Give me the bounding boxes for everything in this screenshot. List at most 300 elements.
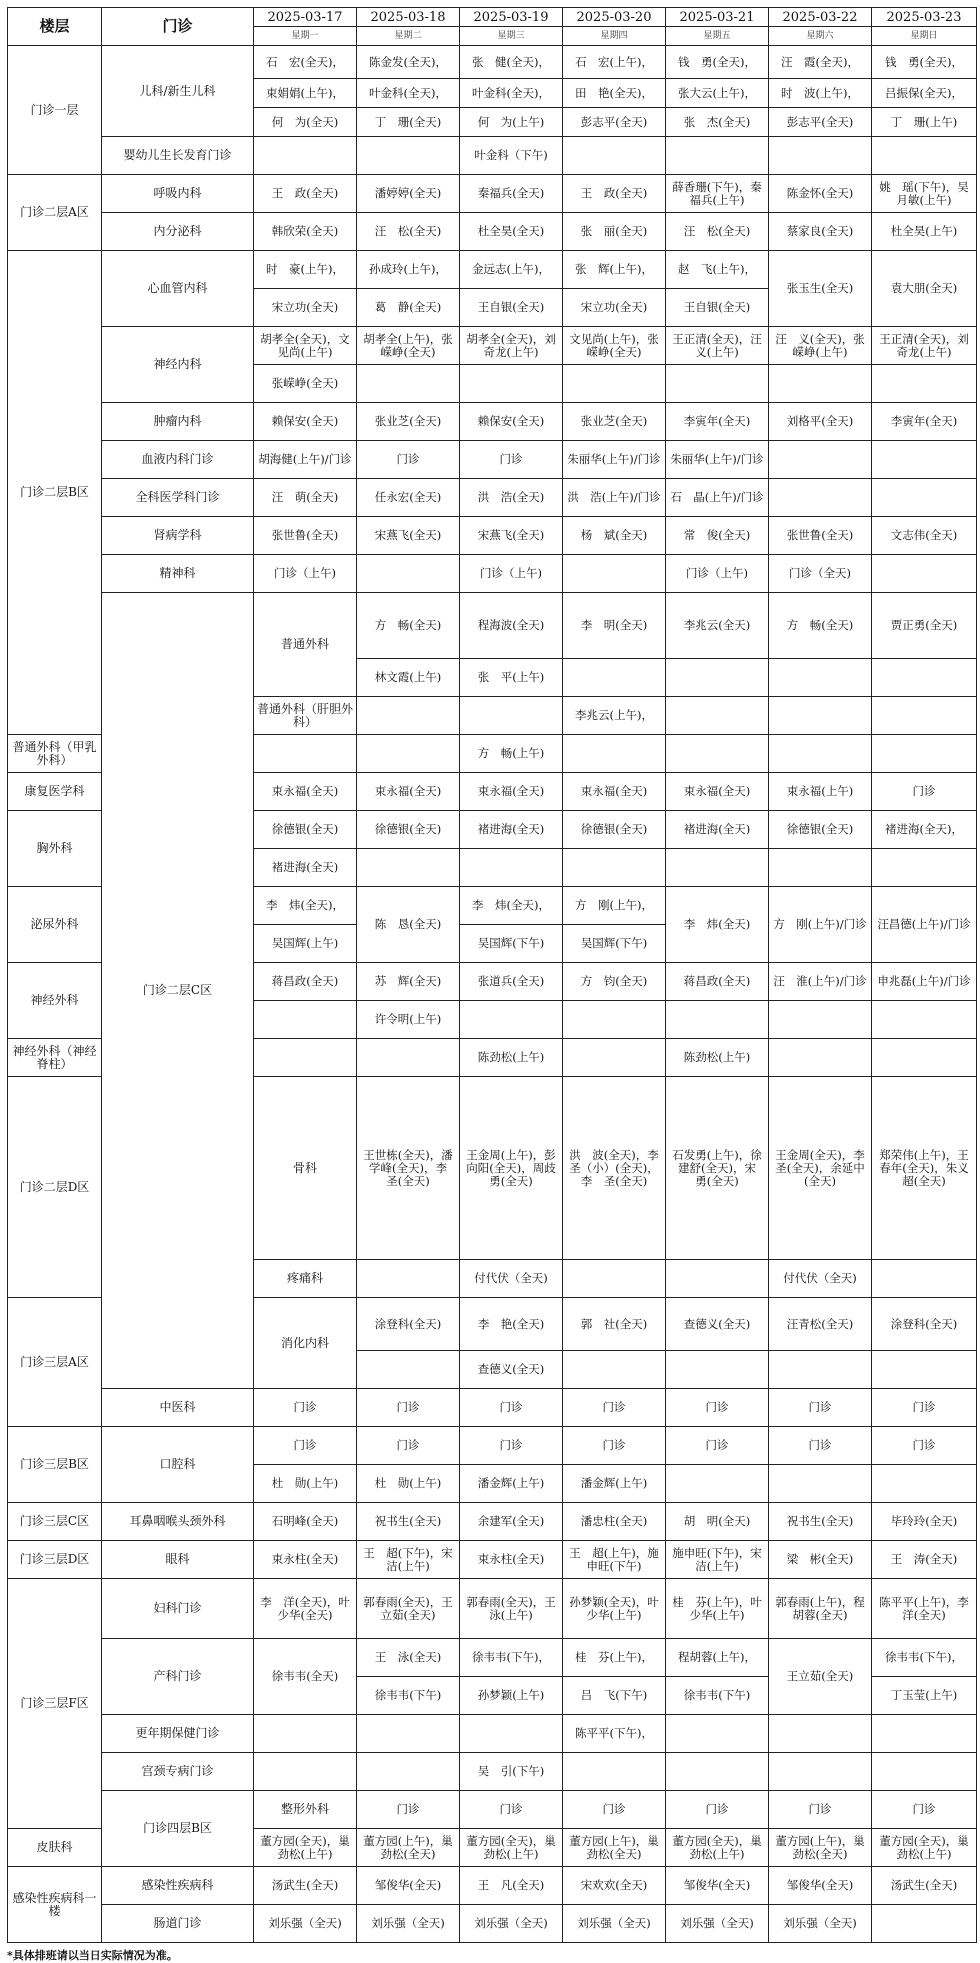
schedule-cell: 丁 珊(上午) xyxy=(872,108,977,137)
schedule-cell: 董方园(上午)，巢劲松(全天) xyxy=(563,1829,666,1867)
department-cell: 泌尿外科 xyxy=(8,887,102,963)
schedule-cell xyxy=(769,137,872,175)
schedule-row xyxy=(8,1753,977,1791)
schedule-row xyxy=(8,251,977,289)
schedule-cell: 门诊 xyxy=(460,441,563,479)
schedule-cell: 孙成玲(上午)， xyxy=(357,251,460,289)
department-cell: 整形外科 xyxy=(254,1791,357,1829)
schedule-cell: 朱丽华(上午)/门诊 xyxy=(563,441,666,479)
schedule-cell: 宋欢欢(全天) xyxy=(563,1867,666,1905)
floor-header: 楼层 xyxy=(8,8,102,46)
schedule-cell xyxy=(666,1001,769,1039)
department-cell: 肾病学科 xyxy=(102,517,254,555)
schedule-cell: 潘婷婷(全天) xyxy=(357,175,460,213)
department-cell: 胸外科 xyxy=(8,811,102,887)
department-cell: 骨科 xyxy=(254,1077,357,1260)
schedule-cell: 徐德银(全天) xyxy=(769,811,872,849)
floor-cell: 门诊一层 xyxy=(8,46,102,175)
schedule-cell: 李 洋(全天)，叶少华(全天) xyxy=(254,1579,357,1639)
schedule-cell xyxy=(357,735,460,773)
schedule-cell xyxy=(563,735,666,773)
schedule-cell xyxy=(872,365,977,403)
schedule-cell: 王自银(全天) xyxy=(460,289,563,327)
schedule-row xyxy=(8,137,977,175)
schedule-cell: 徐德银(全天) xyxy=(357,811,460,849)
schedule-cell: 门诊（全天) xyxy=(769,555,872,593)
schedule-cell: 汪 松(全天) xyxy=(357,213,460,251)
department-cell: 婴幼儿生长发育门诊 xyxy=(102,137,254,175)
schedule-cell: 钱 勇(全天)， xyxy=(666,46,769,79)
schedule-cell: 张大云(上午)， xyxy=(666,79,769,108)
schedule-row xyxy=(8,1715,977,1753)
schedule-cell xyxy=(460,697,563,735)
department-cell: 感染性疾病科 xyxy=(102,1867,254,1905)
schedule-cell: 钱 勇(全天)， xyxy=(872,46,977,79)
schedule-cell xyxy=(666,659,769,697)
schedule-cell: 汪 霞(全天)， xyxy=(769,46,872,79)
schedule-cell xyxy=(254,1039,357,1077)
schedule-cell: 门诊 xyxy=(254,1427,357,1465)
schedule-row xyxy=(8,1427,977,1465)
schedule-cell: 林文霞(上午) xyxy=(357,659,460,697)
schedule-cell: 叶金科(全天)， xyxy=(357,79,460,108)
schedule-cell: 董方园(上午)，巢劲松(全天) xyxy=(769,1829,872,1867)
schedule-cell: 徐韦韦(下午)， xyxy=(872,1639,977,1677)
department-cell: 产科门诊 xyxy=(102,1639,254,1715)
schedule-cell xyxy=(872,1905,977,1943)
schedule-cell: 孙梦颖(上午) xyxy=(460,1677,563,1715)
schedule-cell: 汪 义(全天)，张嵘峥(上午) xyxy=(769,327,872,365)
schedule-cell: 董方园(全天)，巢劲松(上午) xyxy=(254,1829,357,1867)
schedule-cell: 陈劲松(上午) xyxy=(666,1039,769,1077)
schedule-cell: 方 畅(全天) xyxy=(769,593,872,659)
schedule-cell: 申兆磊(上午)/门诊 xyxy=(872,963,977,1001)
schedule-cell: 束永福(全天) xyxy=(666,773,769,811)
schedule-cell: 宋燕飞(全天) xyxy=(460,517,563,555)
schedule-cell: 毕玲玲(全天) xyxy=(872,1503,977,1541)
schedule-cell xyxy=(769,697,872,735)
schedule-cell: 石 宏(全天)， xyxy=(254,46,357,79)
schedule-cell xyxy=(357,555,460,593)
schedule-cell: 张 丽(全天) xyxy=(563,213,666,251)
floor-cell: 门诊三层F区 xyxy=(8,1579,102,1829)
clinic-header: 门诊 xyxy=(102,8,254,46)
schedule-cell: 吕 飞(下午) xyxy=(563,1677,666,1715)
header-row-dates xyxy=(8,8,977,27)
schedule-cell: 秦福兵(全天) xyxy=(460,175,563,213)
schedule-cell: 洪 波(全天)，李圣（小）(全天)，李 圣(全天) xyxy=(563,1077,666,1260)
schedule-cell: 束永柱(全天) xyxy=(254,1541,357,1579)
schedule-cell: 姚 瑶(下午)，吴月敏(上午) xyxy=(872,175,977,213)
schedule-cell: 束永福(上午) xyxy=(769,773,872,811)
schedule-cell: 陈 恳(全天) xyxy=(357,887,460,963)
schedule-row xyxy=(8,1503,977,1541)
schedule-cell: 王 泳(全天) xyxy=(357,1639,460,1677)
schedule-cell: 门诊 xyxy=(872,1791,977,1829)
schedule-cell xyxy=(563,1039,666,1077)
schedule-cell: 文志伟(全天) xyxy=(872,517,977,555)
schedule-cell: 张 辉(上午)， xyxy=(563,251,666,289)
schedule-cell: 桂 芬(上午)，叶少华(上午) xyxy=(666,1579,769,1639)
schedule-body xyxy=(8,46,980,1943)
schedule-cell: 王金周(上午)，彭向阳(全天)，周歧勇(全天) xyxy=(460,1077,563,1260)
schedule-cell: 赖保安(全天) xyxy=(254,403,357,441)
schedule-cell: 门诊（上午) xyxy=(460,555,563,593)
schedule-cell xyxy=(254,1001,357,1039)
schedule-cell: 时 豪(上午)， xyxy=(254,251,357,289)
schedule-cell xyxy=(872,697,977,735)
schedule-cell: 徐韦韦(全天) xyxy=(254,1639,357,1715)
schedule-cell: 蒋昌政(全天) xyxy=(666,963,769,1001)
schedule-cell: 韩欣荣(全天) xyxy=(254,213,357,251)
schedule-cell xyxy=(769,659,872,697)
schedule-cell: 邹俊华(全天) xyxy=(357,1867,460,1905)
floor-cell: 门诊四层B区 xyxy=(102,1791,254,1867)
schedule-cell: 赵 飞(上午)， xyxy=(666,251,769,289)
department-cell: 口腔科 xyxy=(102,1427,254,1503)
schedule-cell: 时 波(上午)， xyxy=(769,79,872,108)
schedule-cell: 孙梦颖(全天)，叶少华(上午) xyxy=(563,1579,666,1639)
schedule-cell xyxy=(357,365,460,403)
date-header: 2025-03-21 xyxy=(666,8,769,27)
department-cell: 神经外科（神经脊柱） xyxy=(8,1039,102,1077)
schedule-cell: 门诊 xyxy=(563,1791,666,1829)
schedule-cell: 杨 斌(全天) xyxy=(563,517,666,555)
schedule-cell xyxy=(357,137,460,175)
schedule-cell: 张世鲁(全天) xyxy=(769,517,872,555)
schedule-table xyxy=(7,7,980,1943)
schedule-cell: 查德义(全天) xyxy=(460,1351,563,1389)
schedule-cell xyxy=(357,1753,460,1791)
floor-cell: 门诊三层A区 xyxy=(8,1298,102,1427)
schedule-cell: 刘乐强（全天) xyxy=(254,1905,357,1943)
schedule-cell: 吕振保(全天)， xyxy=(872,79,977,108)
department-cell: 宫颈专病门诊 xyxy=(102,1753,254,1791)
schedule-cell xyxy=(666,697,769,735)
schedule-cell: 胡孝全(全天)，刘奇龙(上午) xyxy=(460,327,563,365)
schedule-cell: 褚进海(全天)， xyxy=(872,811,977,849)
schedule-cell: 方 刚(上午)， xyxy=(563,887,666,925)
schedule-cell xyxy=(769,479,872,517)
schedule-cell: 宋立功(全天) xyxy=(563,289,666,327)
date-header: 2025-03-23 xyxy=(872,8,977,27)
schedule-row xyxy=(8,593,977,659)
schedule-cell xyxy=(872,441,977,479)
schedule-cell xyxy=(872,137,977,175)
schedule-cell: 王 凡(全天) xyxy=(460,1867,563,1905)
schedule-cell: 朱丽华(上午)/门诊 xyxy=(666,441,769,479)
department-cell: 普通外科（甲乳外科） xyxy=(8,735,102,773)
schedule-cell: 胡海健(上午)/门诊 xyxy=(254,441,357,479)
schedule-cell xyxy=(666,1753,769,1791)
schedule-cell xyxy=(769,1351,872,1389)
schedule-cell: 束永福(全天) xyxy=(563,773,666,811)
department-cell: 肿瘤内科 xyxy=(102,403,254,441)
schedule-cell: 苏 辉(全天) xyxy=(357,963,460,1001)
schedule-cell: 李兆云(全天) xyxy=(666,593,769,659)
date-header: 2025-03-22 xyxy=(769,8,872,27)
schedule-cell: 汤武生(全天) xyxy=(254,1867,357,1905)
schedule-cell: 张业芝(全天) xyxy=(357,403,460,441)
floor-cell: 感染性疾病科一楼 xyxy=(8,1867,102,1943)
schedule-cell: 杜全昊(上午) xyxy=(872,213,977,251)
department-cell: 神经内科 xyxy=(102,327,254,403)
weekday-header: 星期二 xyxy=(357,27,460,46)
schedule-cell: 李 炜(全天)， xyxy=(254,887,357,925)
schedule-cell: 徐韦韦(下午) xyxy=(357,1677,460,1715)
schedule-cell: 束娟娟(上午)， xyxy=(254,79,357,108)
schedule-cell xyxy=(872,555,977,593)
floor-cell: 门诊三层D区 xyxy=(8,1541,102,1579)
schedule-cell xyxy=(563,1351,666,1389)
schedule-cell xyxy=(357,1260,460,1298)
schedule-cell: 褚进海(全天) xyxy=(254,849,357,887)
schedule-cell: 汪 萌(全天) xyxy=(254,479,357,517)
schedule-cell: 洪 浩(上午)/门诊 xyxy=(563,479,666,517)
department-cell: 消化内科 xyxy=(254,1298,357,1389)
schedule-cell: 任永宏(全天) xyxy=(357,479,460,517)
floor-cell: 门诊二层C区 xyxy=(102,593,254,1389)
schedule-row xyxy=(8,1639,977,1677)
schedule-cell: 门诊 xyxy=(666,1389,769,1427)
department-cell: 康复医学科 xyxy=(8,773,102,811)
schedule-cell xyxy=(769,1715,872,1753)
floor-cell: 门诊三层B区 xyxy=(8,1427,102,1503)
date-header: 2025-03-20 xyxy=(563,8,666,27)
schedule-cell xyxy=(357,1715,460,1753)
schedule-cell: 洪 浩(全天) xyxy=(460,479,563,517)
schedule-cell xyxy=(769,1039,872,1077)
schedule-cell: 郭春雨(全天)，王 泳(上午) xyxy=(460,1579,563,1639)
schedule-row xyxy=(8,479,977,517)
schedule-cell: 蒋昌政(全天) xyxy=(254,963,357,1001)
schedule-cell: 李 艳(全天) xyxy=(460,1298,563,1351)
schedule-row xyxy=(8,175,977,213)
schedule-cell xyxy=(666,1715,769,1753)
schedule-cell xyxy=(563,1001,666,1039)
schedule-row xyxy=(8,46,977,79)
schedule-cell: 门诊 xyxy=(666,1791,769,1829)
schedule-cell: 丁 珊(全天) xyxy=(357,108,460,137)
schedule-cell: 王自银(全天) xyxy=(666,289,769,327)
schedule-cell: 蔡家良(全天) xyxy=(769,213,872,251)
schedule-cell: 郭春雨(全天)，王立茹(全天) xyxy=(357,1579,460,1639)
schedule-cell: 陈金发(全天)， xyxy=(357,46,460,79)
schedule-cell: 潘金辉(上午) xyxy=(563,1465,666,1503)
schedule-cell: 付代伏（全天) xyxy=(460,1260,563,1298)
schedule-cell: 门诊 xyxy=(357,441,460,479)
schedule-cell: 胡孝全(全天)，文见尚(上午) xyxy=(254,327,357,365)
schedule-cell: 宋燕飞(全天) xyxy=(357,517,460,555)
schedule-cell: 吴国辉(下午) xyxy=(563,925,666,963)
schedule-cell: 丁玉莹(上午) xyxy=(872,1677,977,1715)
schedule-cell: 杜 勋(上午) xyxy=(357,1465,460,1503)
schedule-cell: 董方园(全天)，巢劲松(上午) xyxy=(872,1829,977,1867)
department-cell: 血液内科门诊 xyxy=(102,441,254,479)
schedule-cell xyxy=(357,849,460,887)
schedule-cell: 陈金怀(全天) xyxy=(769,175,872,213)
schedule-cell: 张世鲁(全天) xyxy=(254,517,357,555)
schedule-cell: 门诊（上午) xyxy=(254,555,357,593)
schedule-cell: 汤武生(全天) xyxy=(872,1867,977,1905)
date-header: 2025-03-17 xyxy=(254,8,357,27)
schedule-cell: 郭 社(全天) xyxy=(563,1298,666,1351)
schedule-cell: 门诊 xyxy=(563,1389,666,1427)
schedule-cell: 梁 彬(全天) xyxy=(769,1541,872,1579)
schedule-cell: 郭春雨(上午)，程胡蓉(全天) xyxy=(769,1579,872,1639)
schedule-cell: 王 超(下午)，宋 洁(上午) xyxy=(357,1541,460,1579)
footnote: *具体排班请以当日实际情况为准。 xyxy=(7,1949,178,1962)
schedule-cell: 门诊 xyxy=(357,1389,460,1427)
schedule-cell xyxy=(357,697,460,735)
schedule-cell xyxy=(563,137,666,175)
schedule-cell: 李兆云(上午)， xyxy=(563,697,666,735)
schedule-cell: 陈劲松(上午) xyxy=(460,1039,563,1077)
schedule-cell: 李 明(全天) xyxy=(563,593,666,659)
schedule-cell: 张玉生(全天) xyxy=(769,251,872,327)
department-cell: 更年期保健门诊 xyxy=(102,1715,254,1753)
schedule-cell: 张嵘峥(全天) xyxy=(254,365,357,403)
schedule-cell: 李 炜(全天) xyxy=(666,887,769,963)
schedule-cell xyxy=(769,365,872,403)
schedule-cell: 门诊 xyxy=(769,1427,872,1465)
schedule-cell: 王世栋(全天)，潘学峰(全天)，李 圣(全天) xyxy=(357,1077,460,1260)
department-cell: 普通外科（肝胆外科） xyxy=(254,697,357,735)
schedule-cell: 陈平平(上午)，李 洋(全天) xyxy=(872,1579,977,1639)
schedule-cell: 汪 松(全天) xyxy=(666,213,769,251)
schedule-cell: 门诊 xyxy=(563,1427,666,1465)
date-header: 2025-03-18 xyxy=(357,8,460,27)
schedule-cell: 潘金辉(上午) xyxy=(460,1465,563,1503)
schedule-cell xyxy=(872,1715,977,1753)
schedule-cell: 郑荣伟(上午)，王春年(全天)，朱义超(全天) xyxy=(872,1077,977,1260)
schedule-cell: 方 钧(全天) xyxy=(563,963,666,1001)
schedule-cell: 门诊 xyxy=(769,1791,872,1829)
schedule-cell: 王 政(全天) xyxy=(254,175,357,213)
schedule-cell: 吴 引(下午) xyxy=(460,1753,563,1791)
schedule-cell xyxy=(357,1351,460,1389)
schedule-cell: 李寅年(全天) xyxy=(872,403,977,441)
department-cell: 儿科/新生儿科 xyxy=(102,46,254,137)
schedule-cell: 许令明(上午) xyxy=(357,1001,460,1039)
schedule-cell xyxy=(872,735,977,773)
department-cell: 呼吸内科 xyxy=(102,175,254,213)
schedule-cell: 方 畅(全天) xyxy=(357,593,460,659)
schedule-cell: 赖保安(全天) xyxy=(460,403,563,441)
schedule-cell: 褚进海(全天) xyxy=(666,811,769,849)
schedule-cell: 方 畅(上午) xyxy=(460,735,563,773)
schedule-cell: 刘乐强（全天) xyxy=(357,1905,460,1943)
schedule-cell: 门诊 xyxy=(460,1389,563,1427)
schedule-cell: 薛香珊(下午)，秦福兵(上午) xyxy=(666,175,769,213)
schedule-cell: 束永福(全天) xyxy=(460,773,563,811)
schedule-cell: 彭志平(全天) xyxy=(563,108,666,137)
schedule-cell: 王正清(全天)，刘奇龙(上午) xyxy=(872,327,977,365)
schedule-cell xyxy=(666,849,769,887)
schedule-cell: 刘乐强（全天) xyxy=(460,1905,563,1943)
schedule-cell: 文见尚(上午)，张嵘峥(全天) xyxy=(563,327,666,365)
schedule-row xyxy=(8,1867,977,1905)
schedule-cell xyxy=(769,1001,872,1039)
department-cell: 皮肤科 xyxy=(8,1829,102,1867)
department-cell: 中医科 xyxy=(102,1389,254,1427)
schedule-cell: 刘乐强（全天) xyxy=(769,1905,872,1943)
schedule-cell xyxy=(563,1260,666,1298)
schedule-row xyxy=(8,555,977,593)
schedule-wrapper xyxy=(7,7,980,1963)
schedule-cell xyxy=(460,365,563,403)
schedule-cell xyxy=(872,1351,977,1389)
schedule-cell xyxy=(769,849,872,887)
schedule-cell: 吴国辉(上午) xyxy=(254,925,357,963)
schedule-cell xyxy=(460,1001,563,1039)
schedule-cell: 门诊 xyxy=(254,1389,357,1427)
schedule-cell: 石 宏(上午)， xyxy=(563,46,666,79)
schedule-cell: 王 超(上午)，施申旺(下午) xyxy=(563,1541,666,1579)
department-cell: 眼科 xyxy=(102,1541,254,1579)
schedule-cell: 徐德银(全天) xyxy=(563,811,666,849)
date-header: 2025-03-19 xyxy=(460,8,563,27)
schedule-cell: 付代伏（全天) xyxy=(769,1260,872,1298)
schedule-cell: 施申旺(下午)，宋 洁(上午) xyxy=(666,1541,769,1579)
schedule-cell xyxy=(563,1753,666,1791)
schedule-cell: 程海波(全天) xyxy=(460,593,563,659)
schedule-cell: 徐韦韦(下午)， xyxy=(460,1639,563,1677)
schedule-cell: 董方园(全天)，巢劲松(上午) xyxy=(666,1829,769,1867)
schedule-row xyxy=(8,327,977,365)
department-cell: 全科医学科门诊 xyxy=(102,479,254,517)
schedule-cell: 董方园(上午)，巢劲松(全天) xyxy=(357,1829,460,1867)
schedule-cell: 胡孝全(上午)，张嵘峥(全天) xyxy=(357,327,460,365)
schedule-cell: 门诊（上午) xyxy=(666,555,769,593)
schedule-cell: 张 杰(全天) xyxy=(666,108,769,137)
schedule-cell: 门诊 xyxy=(872,1427,977,1465)
floor-cell: 门诊二层A区 xyxy=(8,175,102,251)
schedule-cell: 胡 明(全天) xyxy=(666,1503,769,1541)
schedule-cell: 葛 静(全天) xyxy=(357,289,460,327)
schedule-cell: 张 平(上午) xyxy=(460,659,563,697)
department-cell: 心血管内科 xyxy=(102,251,254,327)
department-cell: 精神科 xyxy=(102,555,254,593)
schedule-cell: 张业芝(全天) xyxy=(563,403,666,441)
schedule-cell: 金远志(上午)， xyxy=(460,251,563,289)
schedule-cell xyxy=(254,137,357,175)
schedule-cell: 束永柱(全天) xyxy=(460,1541,563,1579)
schedule-cell: 王正清(全天)，汪 义(上午) xyxy=(666,327,769,365)
schedule-row xyxy=(8,1579,977,1639)
schedule-cell xyxy=(563,659,666,697)
schedule-cell xyxy=(872,1260,977,1298)
weekday-header: 星期一 xyxy=(254,27,357,46)
schedule-cell: 陈平平(下午)， xyxy=(563,1715,666,1753)
schedule-row xyxy=(8,441,977,479)
schedule-cell: 吴国辉(下午) xyxy=(460,925,563,963)
schedule-cell xyxy=(666,1351,769,1389)
schedule-cell: 彭志平(全天) xyxy=(769,108,872,137)
schedule-cell xyxy=(872,1001,977,1039)
weekday-header: 星期六 xyxy=(769,27,872,46)
schedule-cell: 门诊 xyxy=(460,1791,563,1829)
department-cell: 神经外科 xyxy=(8,963,102,1039)
schedule-cell: 查德义(全天) xyxy=(666,1298,769,1351)
schedule-row xyxy=(8,1791,977,1829)
schedule-cell: 王金周(全天)，李 圣(全天)，余延中(全天) xyxy=(769,1077,872,1260)
schedule-cell: 门诊 xyxy=(460,1427,563,1465)
schedule-cell: 祝书生(全天) xyxy=(769,1503,872,1541)
schedule-cell: 张道兵(全天) xyxy=(460,963,563,1001)
schedule-row xyxy=(8,403,977,441)
schedule-cell: 石明峰(全天) xyxy=(254,1503,357,1541)
